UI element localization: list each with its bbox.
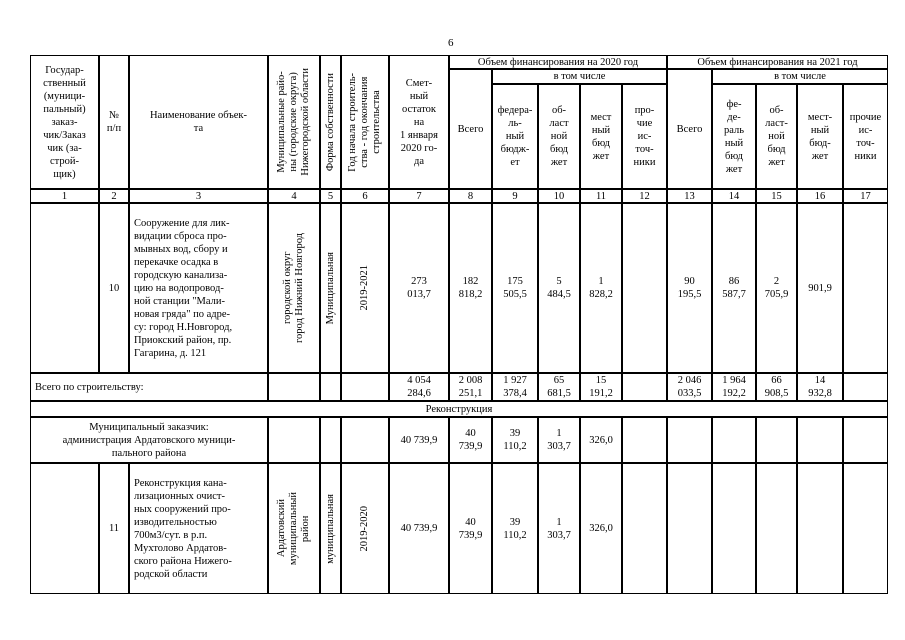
row10-district: городской округ город Нижний Новгород <box>268 203 320 373</box>
row10-total-2021: 90 195,5 <box>667 203 712 373</box>
subtotal-regional-2020: 65 681,5 <box>538 373 580 401</box>
col-number: 2 <box>99 189 129 203</box>
subtotal-label: Всего по строительству: <box>30 373 268 401</box>
col-number: 10 <box>538 189 580 203</box>
subtotal-total-2020: 2 008 251,1 <box>449 373 492 401</box>
row10-other-2020 <box>622 203 667 373</box>
col-number: 6 <box>341 189 389 203</box>
row11-other-2020 <box>622 463 667 594</box>
customer-ownership <box>320 417 341 463</box>
subtotal-ownership <box>320 373 341 401</box>
customer-label: Муниципальный заказчик: администрация Ардатовского муници- пального района <box>30 417 268 463</box>
row11-other-2021 <box>843 463 888 594</box>
row10-name: Сооружение для лик- видации сброса про- мывных вод, сбору и перекачке осадка в городскую канализа- цию на водопровод- ной станции "Мали- новая гряда" по адре- су: город Н.Новгород, Приокский район, пр. Гагарина, д. 121 <box>129 203 268 373</box>
row10-other-2021 <box>843 203 888 373</box>
header-ownership: Форма собственности <box>320 55 341 189</box>
row11-local-2020: 326,0 <box>580 463 622 594</box>
col-number: 16 <box>797 189 843 203</box>
subtotal-other-2021 <box>843 373 888 401</box>
col-number: 12 <box>622 189 667 203</box>
header-name: Наименование объек- та <box>129 55 268 189</box>
customer-local-2020: 326,0 <box>580 417 622 463</box>
header-regional-2020: об- ласт ной бюд жет <box>538 84 580 189</box>
row11-name: Реконструкция кана- лизационных очист- ных сооружений про- изводительностью 700м3/сут. в р.п. Мухтолово Ардатов- ского района Нижего- родской области <box>129 463 268 594</box>
row10-local-2020: 1 828,2 <box>580 203 622 373</box>
row11-federal-2020: 39 110,2 <box>492 463 538 594</box>
row11-district: Ардатовский муниципальный район <box>268 463 320 594</box>
subtotal-federal-2021: 1 964 192,2 <box>712 373 756 401</box>
customer-total-2021 <box>667 417 712 463</box>
customer-federal-2020: 39 110,2 <box>492 417 538 463</box>
row11-total-2021 <box>667 463 712 594</box>
col-number: 15 <box>756 189 797 203</box>
customer-regional-2021 <box>756 417 797 463</box>
col-number: 8 <box>449 189 492 203</box>
col-number: 9 <box>492 189 538 203</box>
subtotal-years <box>341 373 389 401</box>
header-fin-2020: Объем финансирования на 2020 год <box>449 55 667 69</box>
subtotal-estimate: 4 054 284,6 <box>389 373 449 401</box>
row10-estimate: 273 013,7 <box>389 203 449 373</box>
customer-federal-2021 <box>712 417 756 463</box>
customer-years <box>341 417 389 463</box>
header-other-2021: прочие ис- точ- ники <box>843 84 888 189</box>
header-fin-2021: Объем финансирования на 2021 год <box>667 55 888 69</box>
col-number: 11 <box>580 189 622 203</box>
row10-federal-2021: 86 587,7 <box>712 203 756 373</box>
customer-other-2021 <box>843 417 888 463</box>
customer-district <box>268 417 320 463</box>
row10-federal-2020: 175 505,5 <box>492 203 538 373</box>
row10-num: 10 <box>99 203 129 373</box>
row11-total-2020: 40 739,9 <box>449 463 492 594</box>
row10-total-2020: 182 818,2 <box>449 203 492 373</box>
col-number: 5 <box>320 189 341 203</box>
row10-regional-2020: 5 484,5 <box>538 203 580 373</box>
row11-customer <box>30 463 99 594</box>
header-num: № п/п <box>99 55 129 189</box>
header-years: Год начала строитель- ства - год окончания строительства <box>341 55 389 189</box>
col-number: 7 <box>389 189 449 203</box>
subtotal-local-2021: 14 932,8 <box>797 373 843 401</box>
row11-regional-2020: 1 303,7 <box>538 463 580 594</box>
header-local-2021: мест- ный бюд- жет <box>797 84 843 189</box>
subtotal-district <box>268 373 320 401</box>
header-incl-2021: в том числе <box>712 69 888 84</box>
row10-regional-2021: 2 705,9 <box>756 203 797 373</box>
col-number: 1 <box>30 189 99 203</box>
customer-local-2021 <box>797 417 843 463</box>
row10-customer <box>30 203 99 373</box>
header-incl-2020: в том числе <box>492 69 667 84</box>
subtotal-other-2020 <box>622 373 667 401</box>
col-number: 13 <box>667 189 712 203</box>
row11-federal-2021 <box>712 463 756 594</box>
row11-ownership: муниципальная <box>320 463 341 594</box>
col-number: 17 <box>843 189 888 203</box>
subtotal-local-2020: 15 191,2 <box>580 373 622 401</box>
header-local-2020: мест ный бюд жет <box>580 84 622 189</box>
customer-regional-2020: 1 303,7 <box>538 417 580 463</box>
customer-total-2020: 40 739,9 <box>449 417 492 463</box>
col-number: 4 <box>268 189 320 203</box>
col-number: 3 <box>129 189 268 203</box>
row11-regional-2021 <box>756 463 797 594</box>
header-other-2020: про- чие ис- точ- ники <box>622 84 667 189</box>
row11-num: 11 <box>99 463 129 594</box>
header-total-2021: Всего <box>667 69 712 189</box>
header-customer: Государ- ственный (муници- пальный) заказ- чик/Заказ чик (за- строй- щик) <box>30 55 99 189</box>
row10-ownership: Муниципальная <box>320 203 341 373</box>
page-number: 6 <box>448 37 454 49</box>
header-total-2020: Всего <box>449 69 492 189</box>
customer-estimate: 40 739,9 <box>389 417 449 463</box>
row10-local-2021: 901,9 <box>797 203 843 373</box>
header-district: Муниципальные райо- ны (городские округа) Нижегородской области <box>268 55 320 189</box>
row10-years: 2019-2021 <box>341 203 389 373</box>
header-federal-2021: фе- де- раль ный бюд жет <box>712 84 756 189</box>
subtotal-federal-2020: 1 927 378,4 <box>492 373 538 401</box>
subtotal-regional-2021: 66 908,5 <box>756 373 797 401</box>
row11-years: 2019-2020 <box>341 463 389 594</box>
subtotal-total-2021: 2 046 033,5 <box>667 373 712 401</box>
col-number: 14 <box>712 189 756 203</box>
section-reconstruction: Реконструкция <box>30 401 888 417</box>
header-federal-2020: федера- ль- ный бюдж- ет <box>492 84 538 189</box>
header-estimate: Смет- ный остаток на 1 января 2020 го- да <box>389 55 449 189</box>
header-regional-2021: об- ласт- ной бюд жет <box>756 84 797 189</box>
customer-other-2020 <box>622 417 667 463</box>
row11-local-2021 <box>797 463 843 594</box>
row11-estimate: 40 739,9 <box>389 463 449 594</box>
